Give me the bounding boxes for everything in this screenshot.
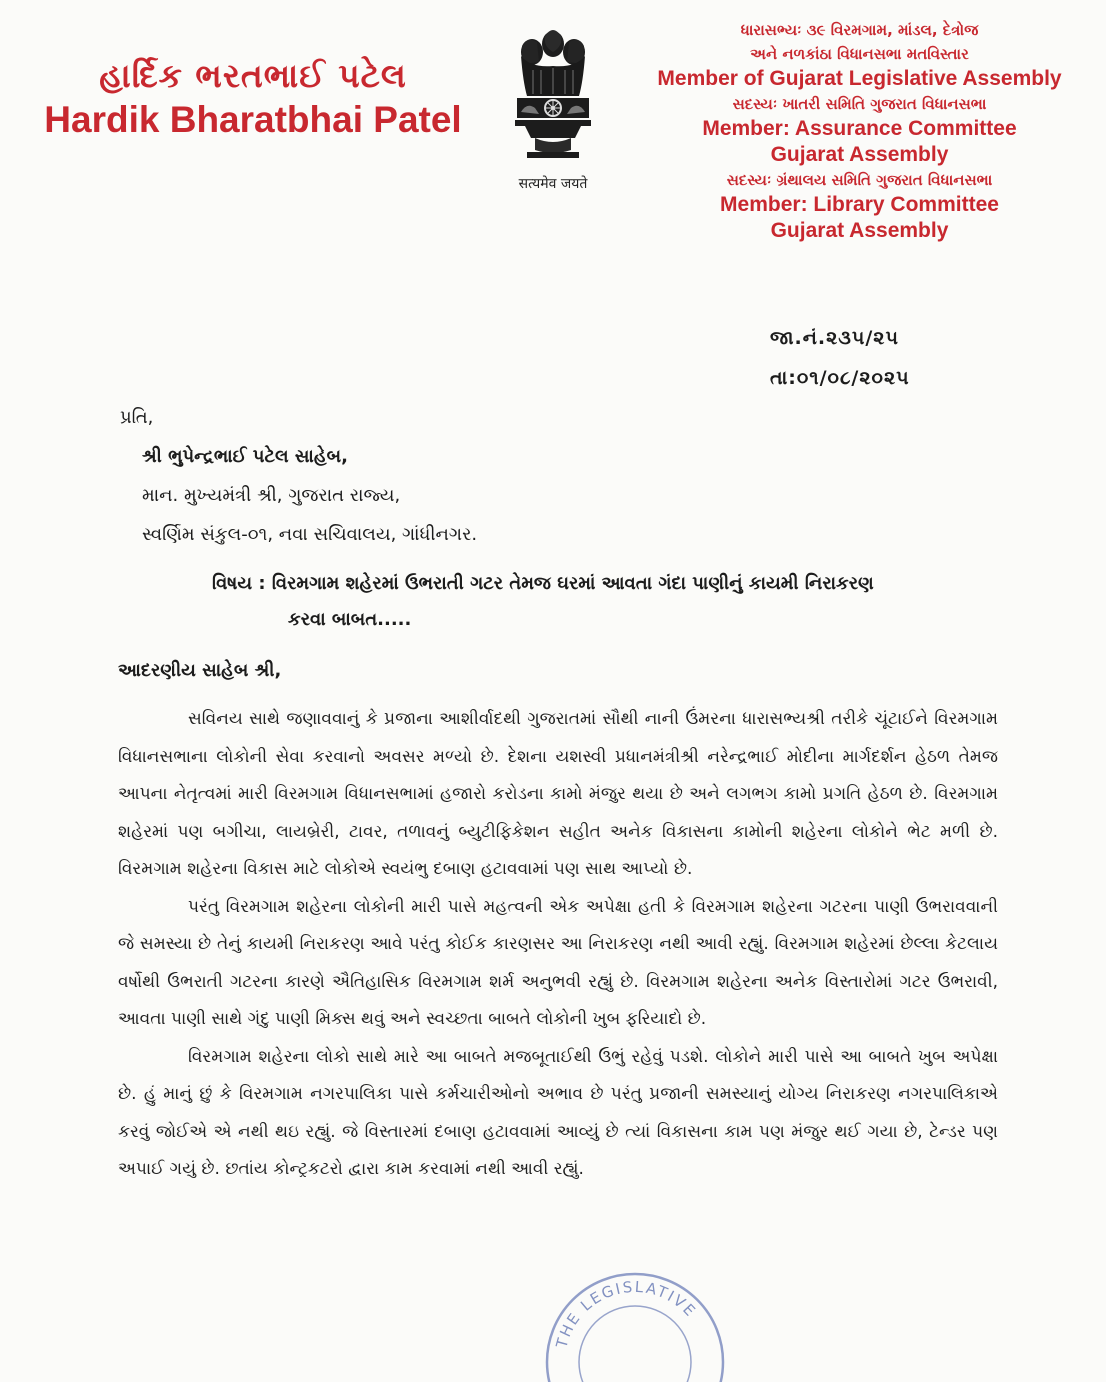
designation-line: અને નળકાંઠા વિધાનસભા મતવિસ્તાર <box>750 45 969 63</box>
emblem-motto: सत्यमेव जयते <box>518 176 588 192</box>
letterhead-designations <box>632 18 1087 244</box>
national-emblem <box>498 22 608 193</box>
addressee-prefix: પ્રતિ, <box>120 407 154 428</box>
name-gujarati: હાર્દિક ભરતભાઈ પટેલ <box>99 56 407 95</box>
letterhead-name-block <box>18 55 488 143</box>
subject-line: વિષય : વિરમગામ શહેરમાં ઉભરાતી ગટર તેમજ ઘરમાં આવતા ગંદા પાણીનું કાયમી નિરાકરણ <box>212 573 874 594</box>
lion-capital-icon <box>505 22 601 172</box>
designation-line: Gujarat Assembly <box>770 219 949 242</box>
designation-line: Member: Assurance Committee <box>702 117 1017 140</box>
svg-text:THE LEGISLATIVE <box>552 1278 700 1351</box>
designation-line: Member of Gujarat Legislative Assembly <box>657 67 1062 90</box>
subject-block <box>212 566 1012 638</box>
body-paragraph: વિરમગામ શહેરના લોકો સાથે મારે આ બાબતે મજબૂતાઈથી ઉભું રહેવું પડશે. લોકોને મારી પાસે આ બાબતે ખુબ અપેક્ષા છે. હું માનું છું કે વિરમગામ નગરપાલિકા પાસે કર્મચારીઓનો અભાવ છે પરંતુ પ્રજાની સમસ્યાનું યોગ્ય નિરાકરણ નગરપાલિકાએ કરવું જોઈએ એ નથી થઇ રહ્યું. જે વિસ્તારમાં દબાણ હટાવવામાં આવ્યું છે ત્યાં વિકાસના કામ પણ મંજુર થઈ ગયા છે, ટેન્ડર પણ અપાઈ ગયું છે. છતાંય કોન્ટ્રકટરો દ્વારા કામ કરવામાં નથી આવી રહ્યું. <box>118 1046 998 1179</box>
reference-block <box>770 318 910 398</box>
name-english: Hardik Bharatbhai Patel <box>44 99 462 140</box>
letter-date: તા:૦૧/૦૮/૨૦૨૫ <box>770 367 910 389</box>
addressee-name: શ્રી ભુપેન્દ્રભાઈ પટેલ સાહેબ, <box>142 446 348 467</box>
designation-line: Gujarat Assembly <box>770 143 949 166</box>
body-paragraph: સવિનય સાથે જણાવવાનું કે પ્રજાના આશીર્વાદથી ગુજરાતમાં સૌથી નાની ઉંમરના ધારાસભ્યશ્રી તરીકે ચૂંટાઈને વિરમગામ વિધાનસભાના લોકોની સેવા કરવાનો અવસર મળ્યો છે. દેશના યશસ્વી પ્રધાનમંત્રીશ્રી નરેન્દ્રભાઈ મોદીના માર્ગદર્શન હેઠળ તેમજ આપના નેતૃત્વમાં મારી વિરમગામ વિધાનસભામાં હજારો કરોડના કામો મંજુર થયા છે અને લગભગ કામો પ્રગતિ હેઠળ છે. વિરમગામ શહેરમાં પણ બગીચા, લાયબ્રેરી, ટાવર, તળાવનું બ્યુટીફિકેશન સહીત અનેક વિકાસના કામોની શહેરના લોકોને ભેટ મળી છે. વિરમગામ શહેરના વિકાસ માટે લોકોએ સ્વયંભુ દબાણ હટાવવામાં પણ સાથ આપ્યો છે. <box>118 709 998 879</box>
subject-line: કરવા બાબત..... <box>288 609 412 630</box>
designation-line: Member: Library Committee <box>720 193 999 216</box>
designation-line: ધારાસભ્યઃ ૩૯ વિરમગામ, માંડલ, દેત્રોજ <box>740 21 979 39</box>
designation-line: સદસ્યઃ ખાતરી સમિતિ ગુજરાત વિધાનસભા <box>732 95 987 113</box>
addressee-address: સ્વર્ણિમ સંકુલ-૦૧, નવા સચિવાલય, ગાંધીનગર. <box>142 524 478 545</box>
stamp-text: THE LEGISLATIVE <box>552 1277 701 1350</box>
addressee-designation: માન. મુખ્યમંત્રી શ્રી, ગુજરાત રાજ્ય, <box>142 485 401 506</box>
body-paragraph: પરંતુ વિરમગામ શહેરના લોકોની મારી પાસે મહત્વની એક અપેક્ષા હતી કે વિરમગામ શહેરના ગટરના પાણી ઉભરાવવાની જે સમસ્યા છે તેનું કાયમી નિરાકરણ આવે પરંતુ કોઈક કારણસર આ નિરાકરણ નથી આવી રહ્યું. વિરમગામ શહેરમાં છેલ્લા કેટલાય વર્ષોથી ઉભરાતી ગટરના કારણે ઐતિહાસિક વિરમગામ શર્મ અનુભવી રહ્યું છે. વિરમગામ શહેરના અનેક વિસ્તારોમાં ગટર ઉભરાવી, આવતા પાણી સાથે ગંદુ પાણી મિક્સ થવું અને સ્વચ્છતા બાબતે લોકોની ખુબ ફરિયાદો છે. <box>118 896 998 1029</box>
addressee-block <box>120 398 477 554</box>
letter-body <box>118 701 998 1189</box>
designation-line: સદસ્યઃ ગ્રંથાલય સમિતિ ગુજરાત વિધાનસભા <box>726 171 993 189</box>
reference-number: જા.નં.૨૩૫/૨૫ <box>770 327 899 349</box>
official-stamp <box>535 1262 735 1382</box>
salutation: આદરણીય સાહેબ શ્રી, <box>118 660 282 681</box>
